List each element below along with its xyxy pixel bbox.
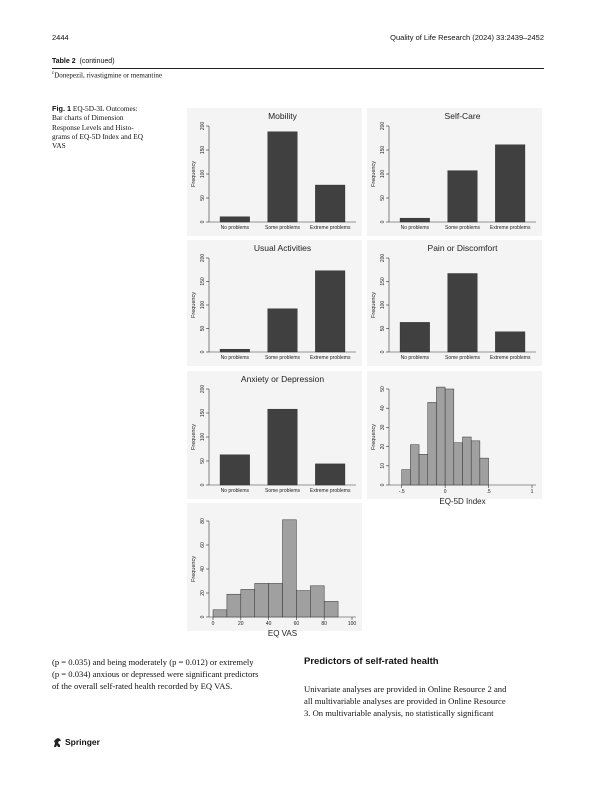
- table-continued-suffix: (continued): [79, 58, 115, 65]
- x-tick-label: Some problems: [444, 355, 481, 361]
- y-tick-label: 0: [200, 483, 206, 487]
- histogram-bar: [454, 443, 463, 485]
- histogram-bar: [480, 458, 489, 485]
- chart-bar: [220, 217, 250, 222]
- x-tick-label: Some problems: [264, 488, 301, 494]
- x-tick-label: -.5: [398, 489, 405, 495]
- histogram-bar: [324, 601, 338, 617]
- table-rule: [52, 68, 544, 69]
- chart-eq-vas: [187, 503, 362, 638]
- x-tick-label: 20: [238, 621, 244, 627]
- chart-bar: [315, 464, 345, 485]
- histogram-bar: [445, 389, 454, 485]
- y-tick-label: 30: [380, 424, 386, 431]
- chart-self-care: [367, 108, 542, 236]
- y-tick-label: 200: [380, 253, 386, 263]
- y-tick-label: 100: [200, 169, 206, 179]
- y-tick-label: 50: [200, 458, 206, 464]
- chart-bar: [495, 332, 525, 352]
- histogram-bar: [402, 470, 411, 485]
- y-tick-label: 10: [380, 463, 386, 469]
- footnote-marker: c: [52, 71, 55, 76]
- y-tick-label: 0: [380, 483, 386, 487]
- chart-bar: [315, 185, 345, 222]
- x-tick-label: Some problems: [264, 225, 301, 231]
- y-tick-label: 40: [200, 566, 206, 572]
- x-tick-label: No problems: [220, 355, 250, 361]
- histogram-bar: [213, 610, 227, 617]
- x-tick-label: 60: [293, 621, 300, 627]
- chart-usual-activities: [187, 240, 362, 366]
- body-left-line: of the overall self-rated health recorded by EQ VAS.: [52, 681, 233, 692]
- y-tick-label: 200: [200, 253, 206, 263]
- histogram-bar: [471, 441, 480, 485]
- y-tick-label: 150: [380, 145, 386, 155]
- x-axis-label: EQ VAS: [267, 629, 298, 638]
- y-tick-label: 50: [380, 325, 386, 332]
- usual-activities-bar-chart: [187, 240, 362, 366]
- x-tick-label: Extreme problems: [309, 488, 351, 494]
- anxiety-depression-bar-chart: [187, 371, 362, 499]
- chart-bar: [268, 309, 298, 352]
- caption-line-2: Bar charts of Dimension: [52, 113, 124, 123]
- chart-eq5d-index: [367, 371, 542, 506]
- x-tick-label: No problems: [400, 225, 430, 231]
- y-tick-label: 40: [380, 405, 386, 411]
- chart-title: Mobility: [268, 111, 297, 121]
- table-label: Table 2: [52, 58, 76, 65]
- chart-title: Self-Care: [444, 111, 481, 121]
- body-right-line: 3. On multivariable analysis, no statistically significant: [304, 708, 494, 719]
- journal-citation: Quality of Life Research (2024) 33:2439–2452: [390, 33, 544, 42]
- y-tick-label: 20: [200, 590, 206, 596]
- x-tick-label: Extreme problems: [489, 225, 531, 231]
- histogram-bar: [296, 591, 310, 617]
- y-tick-label: 100: [380, 169, 386, 179]
- x-tick-label: 80: [321, 621, 327, 627]
- chart-bar: [495, 145, 525, 222]
- y-tick-label: 150: [380, 277, 386, 286]
- y-tick-label: 200: [200, 121, 206, 131]
- x-tick-label: .5: [486, 489, 491, 495]
- y-tick-label: 50: [200, 325, 206, 332]
- x-tick-label: No problems: [220, 225, 250, 231]
- chart-bar: [400, 218, 430, 222]
- histogram-bar: [283, 520, 297, 617]
- histogram-bar: [419, 454, 428, 485]
- y-tick-label: 100: [380, 300, 386, 310]
- histogram-bar: [428, 402, 437, 485]
- table-continued-label: [52, 58, 115, 65]
- x-tick-label: Some problems: [444, 225, 481, 231]
- histogram-bar: [310, 586, 324, 617]
- y-tick-label: 200: [380, 121, 386, 131]
- pain-discomfort-bar-chart: [367, 240, 542, 366]
- chart-bar: [220, 349, 250, 352]
- y-axis-label: Frequency: [371, 292, 377, 318]
- caption-line-4: grams of EQ-5D Index and EQ: [52, 131, 143, 141]
- figure-caption: [52, 104, 170, 150]
- section-title: Predictors of self-rated health: [304, 656, 439, 667]
- y-tick-label: 150: [200, 408, 206, 418]
- x-axis-label: EQ-5D Index: [439, 497, 486, 506]
- chart-bar: [268, 132, 298, 222]
- publisher-mark: [52, 737, 100, 748]
- y-axis-label: Frequency: [191, 556, 197, 582]
- body-right-line: Univariate analyses are provided in Online Resource 2 and: [304, 684, 507, 694]
- y-tick-label: 0: [200, 220, 206, 224]
- y-axis-label: Frequency: [371, 424, 377, 450]
- histogram-bar: [463, 437, 472, 485]
- chart-bar: [400, 322, 430, 352]
- chart-bar: [268, 409, 298, 485]
- y-tick-label: 0: [380, 220, 386, 224]
- chart-title: Usual Activities: [253, 243, 312, 253]
- y-tick-label: 80: [200, 518, 206, 524]
- histogram-bar: [269, 583, 283, 617]
- x-tick-label: No problems: [220, 488, 250, 494]
- y-tick-label: 50: [380, 195, 386, 201]
- y-tick-label: 100: [200, 432, 206, 442]
- publisher-name: Springer: [65, 737, 100, 747]
- caption-line-1: EQ-5D-3L Outcomes:: [72, 104, 138, 113]
- histogram-bar: [436, 387, 445, 485]
- caption-line-5: VAS: [52, 141, 66, 151]
- y-axis-label: Frequency: [191, 424, 197, 450]
- y-tick-label: 0: [200, 615, 206, 619]
- page-number: 2444: [52, 33, 69, 42]
- y-axis-label: Frequency: [371, 161, 377, 187]
- y-tick-label: 20: [380, 443, 386, 450]
- eq5d-index-histogram: [367, 371, 542, 507]
- chart-bar: [448, 171, 478, 222]
- y-axis-label: Frequency: [191, 292, 197, 318]
- figure-label: Fig. 1: [52, 104, 72, 113]
- springer-horse-icon: [52, 737, 63, 748]
- y-axis-label: Frequency: [191, 161, 197, 187]
- histogram-bar: [255, 583, 269, 617]
- y-tick-label: 150: [200, 145, 206, 155]
- histogram-bar: [410, 445, 419, 485]
- histogram-bar: [227, 594, 241, 617]
- y-tick-label: 60: [200, 542, 206, 548]
- footnote-text: Donepezil, rivastigmine or memantine: [54, 71, 162, 80]
- x-tick-label: Extreme problems: [309, 355, 351, 361]
- y-tick-label: 0: [200, 350, 206, 354]
- x-tick-label: No problems: [400, 355, 430, 361]
- body-right-column: [304, 683, 545, 720]
- self-care-bar-chart: [367, 108, 542, 236]
- y-tick-label: 50: [200, 195, 206, 201]
- x-tick-label: Extreme problems: [489, 355, 531, 361]
- body-left-line: (p = 0.035) and being moderately (p = 0.012) or extremely: [52, 657, 254, 667]
- histogram-bar: [241, 589, 255, 617]
- chart-bar: [220, 455, 250, 485]
- chart-title: Anxiety or Depression: [240, 374, 325, 384]
- x-tick-label: 0: [443, 489, 447, 495]
- x-tick-label: Some problems: [264, 355, 301, 361]
- y-tick-label: 100: [200, 300, 206, 310]
- mobility-bar-chart: [187, 108, 362, 236]
- caption-line-3: Response Levels and Histo-: [52, 122, 134, 132]
- eq-vas-histogram: [187, 503, 362, 639]
- table-footnote: [52, 71, 162, 79]
- x-tick-label: 40: [265, 621, 272, 627]
- chart-mobility: [187, 108, 362, 236]
- chart-pain-discomfort: [367, 240, 542, 366]
- chart-bar: [448, 274, 478, 352]
- x-tick-label: 0: [211, 621, 215, 627]
- y-tick-label: 150: [200, 277, 206, 286]
- chart-title: Pain or Discomfort: [427, 243, 498, 253]
- x-tick-label: 1: [530, 489, 534, 495]
- y-tick-label: 50: [380, 386, 386, 392]
- y-tick-label: 0: [380, 350, 386, 354]
- y-tick-label: 200: [200, 384, 206, 394]
- body-left-column: [52, 656, 292, 693]
- body-right-line: all multivariable analyses are provided in Online Resource: [304, 696, 506, 707]
- body-left-line: (p = 0.034) anxious or depressed were significant predictors: [52, 669, 259, 680]
- chart-bar: [315, 271, 345, 352]
- x-tick-label: Extreme problems: [309, 225, 351, 231]
- x-tick-label: 100: [347, 621, 357, 627]
- chart-anxiety-depression: [187, 371, 362, 499]
